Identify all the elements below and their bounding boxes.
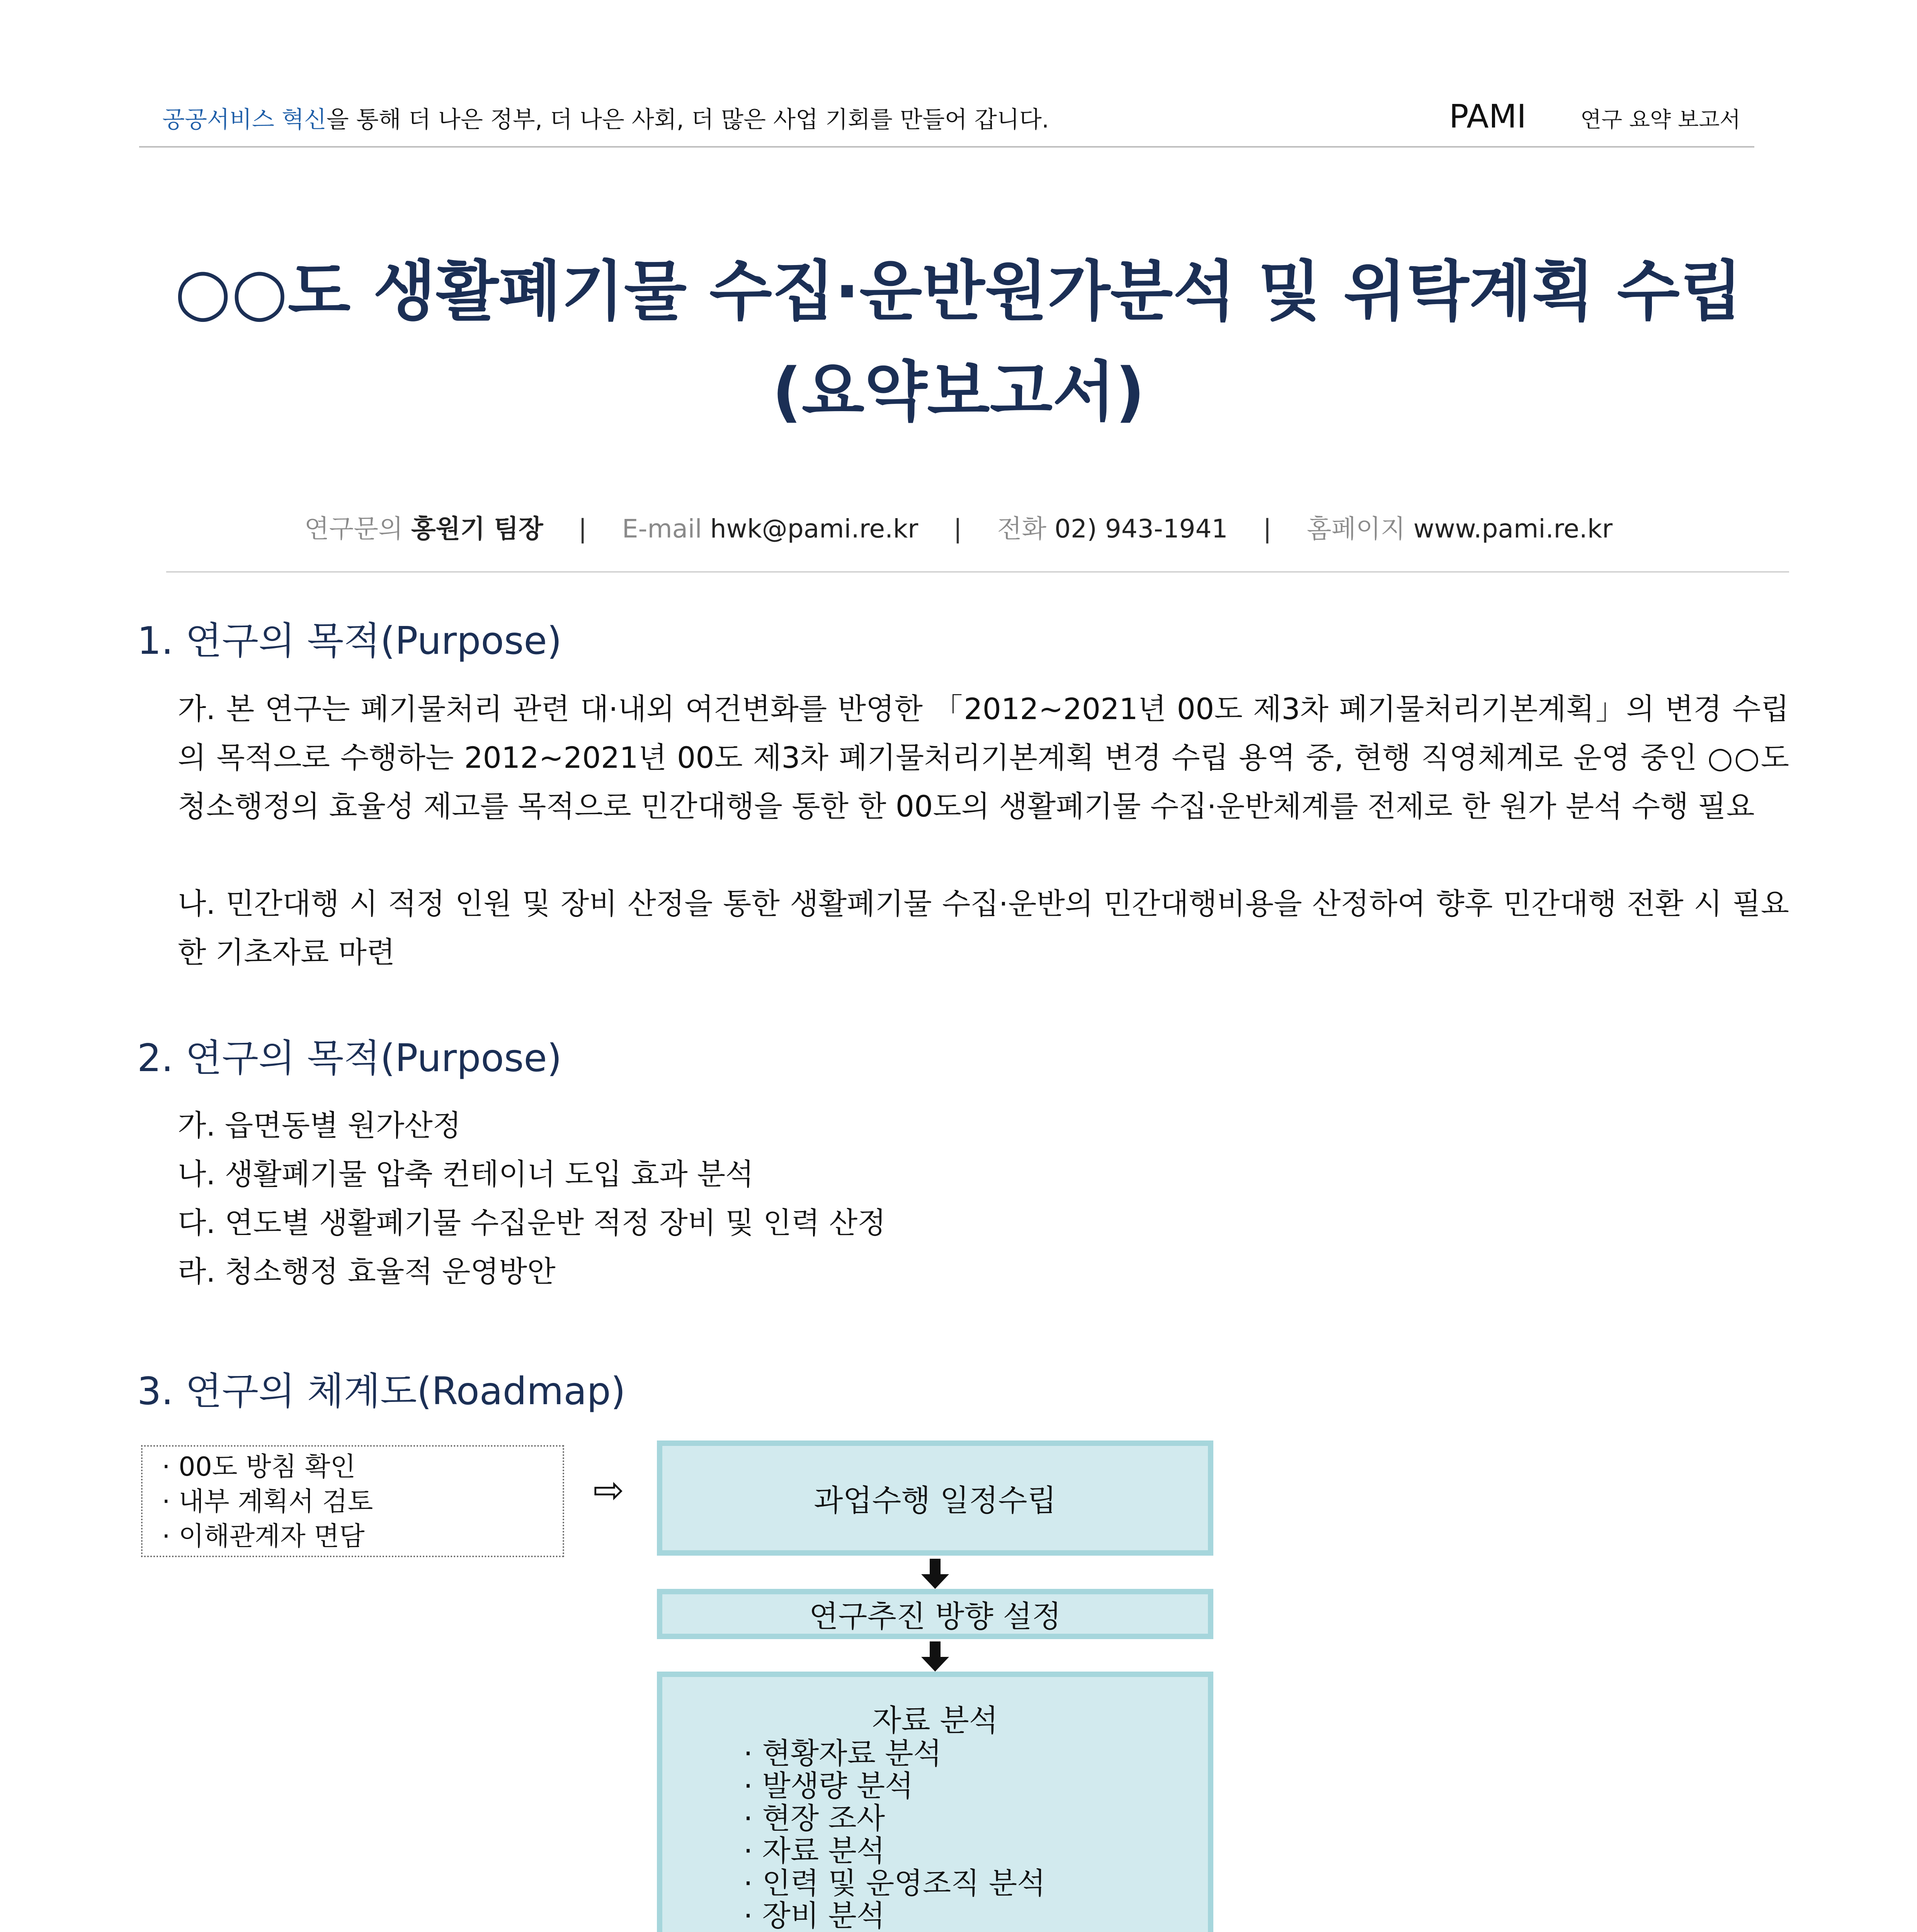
section2-title: 2. 연구의 목적(Purpose) xyxy=(137,1036,562,1080)
step-data-analysis xyxy=(657,1672,1213,1932)
homepage-value[interactable]: www.pami.re.kr xyxy=(1413,514,1613,544)
email-label: E-mail xyxy=(622,514,702,544)
contact-line xyxy=(0,508,1917,545)
right-arrow-icon: ⇨ xyxy=(593,1468,624,1512)
list-item: · 발생량 분석 xyxy=(743,1769,913,1803)
list-item: · 인력 및 운영조직 분석 xyxy=(743,1866,1046,1900)
section2-item: 가. 읍면동별 원가산정 xyxy=(178,1108,461,1143)
page-title: ○○도 생활폐기물 수집·운반원가분석 및 위탁계획 수립 xyxy=(174,253,1743,329)
phone-label: 전화 xyxy=(997,514,1047,544)
tagline-rest: 을 통해 더 나은 정부, 더 나은 사회, 더 많은 사업 기회를 만들어 갑니다. xyxy=(326,106,1049,133)
header-divider xyxy=(139,146,1754,148)
phone-value: 02) 943-1941 xyxy=(1055,514,1228,544)
separator: | xyxy=(953,514,962,544)
section1-para2: 나. 민간대행 시 적정 인원 및 장비 산정을 통한 생활폐기물 수집·운반의 민간대행비용을 산정하여 향후 민간대행 전환 시 필요한 기초자료 마련 xyxy=(178,886,1789,969)
list-item: · 장비 분석 xyxy=(743,1898,885,1932)
section3-title: 3. 연구의 체계도(Roadmap) xyxy=(137,1369,626,1413)
section1-title: 1. 연구의 목적(Purpose) xyxy=(137,619,562,663)
separator: | xyxy=(1263,514,1272,544)
homepage-label: 홈페이지 xyxy=(1306,514,1405,544)
header-report-type: 연구 요약 보고서 xyxy=(1580,107,1741,133)
note-item: · 이해관계자 면담 xyxy=(162,1521,365,1552)
separator: | xyxy=(578,514,587,544)
page-subtitle: (요약보고서) xyxy=(772,354,1145,430)
section2-item: 다. 연도별 생활폐기물 수집운반 적정 장비 및 인력 산정 xyxy=(178,1206,886,1240)
list-item: · 현황자료 분석 xyxy=(743,1736,942,1770)
header-tagline xyxy=(162,101,1049,134)
section2-item: 나. 생활폐기물 압축 컨테이너 도입 효과 분석 xyxy=(178,1157,754,1191)
section1-para1: 가. 본 연구는 폐기물처리 관련 대·내외 여건변화를 반영한 「2012~2021년 00도 제3차 폐기물처리기본계획」의 변경 수립의 목적으로 수행하는 2012~2021년 00도 제3차 폐기물처리기본계획 변경 수립 용역 중, 현행 직영체계로 운영 중인 ○○도 청소행정의 효율성 제고를 목적으로 민간대행을 통한 한 00도의 생활폐기물 수집·운반체계를 전제로 한 원가 분석 수행 필요 xyxy=(178,692,1789,823)
step-direction: 연구추진 방향 설정 xyxy=(657,1589,1213,1639)
note-item: · 00도 방침 확인 xyxy=(162,1452,356,1482)
step-data-analysis-list xyxy=(662,1737,1208,1932)
list-item: · 자료 분석 xyxy=(743,1833,885,1868)
inquiry-value: 홍원기 팀장 xyxy=(411,514,543,544)
contact-divider xyxy=(166,571,1789,573)
tagline-highlight: 공공서비스 혁신 xyxy=(162,106,327,133)
header-brand: PAMI xyxy=(1449,97,1526,135)
inquiry-label: 연구문의 xyxy=(304,514,403,544)
list-item: · 현장 조사 xyxy=(743,1801,885,1835)
roadmap-note-box xyxy=(141,1445,564,1557)
step-data-analysis-title: 자료 분석 xyxy=(872,1703,998,1738)
step-schedule: 과업수행 일정수립 xyxy=(657,1440,1213,1556)
note-item: · 내부 계획서 검토 xyxy=(162,1486,373,1517)
email-value[interactable]: hwk@pami.re.kr xyxy=(710,514,919,544)
section2-item: 라. 청소행정 효율적 운영방안 xyxy=(178,1254,556,1289)
